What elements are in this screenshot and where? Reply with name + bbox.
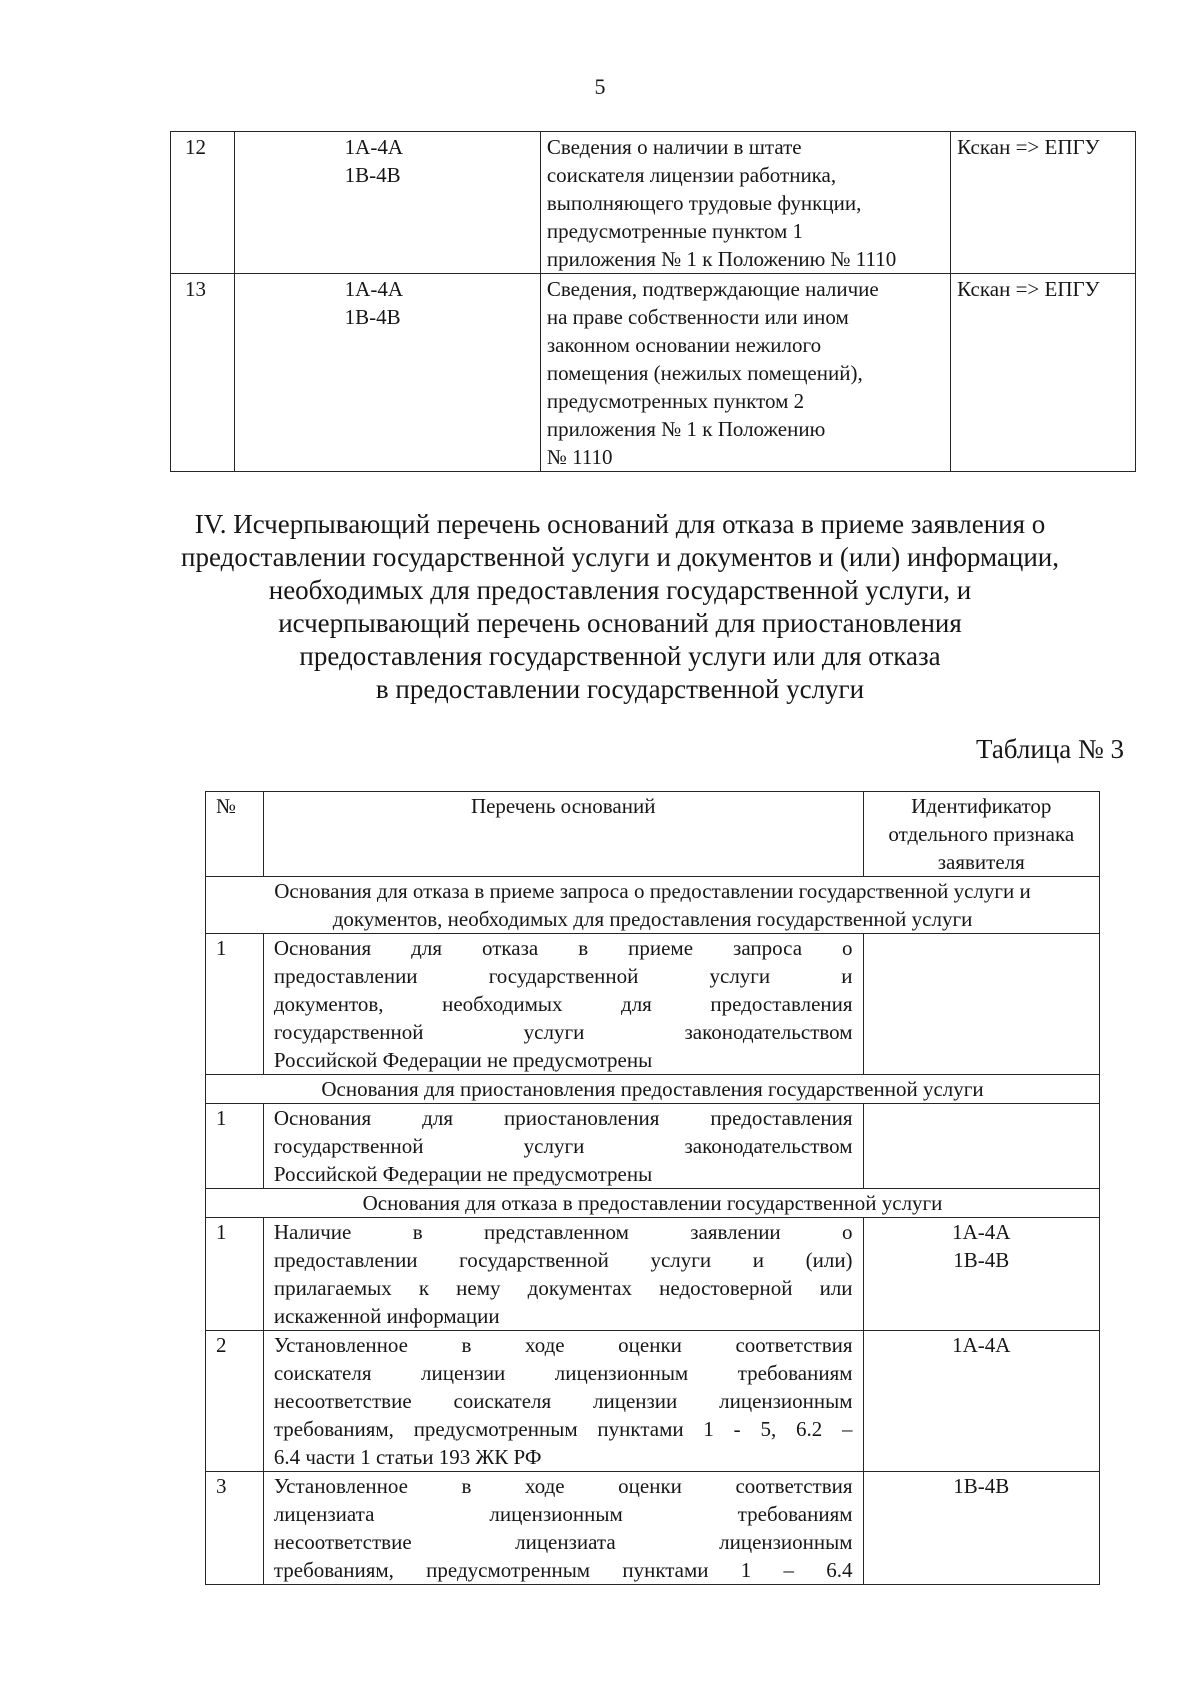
text-line: лицензиата лицензионным требованиям [273, 1502, 853, 1526]
code-line: 1А-4А [344, 135, 403, 159]
text-line: Сведения о наличии в штате [546, 135, 802, 159]
text-line: предоставлении государственной услуги и [273, 964, 853, 988]
row-number: 12 [171, 132, 235, 274]
header-line: Идентификатор [911, 794, 1052, 818]
row-text [263, 1472, 863, 1585]
row-number: 1 [206, 1218, 264, 1331]
text-line: Основания для отказа в приеме запроса о [273, 936, 853, 960]
row-text [263, 934, 863, 1075]
table-caption: Таблица № 3 [976, 734, 1124, 764]
subheader-row [206, 1189, 1100, 1218]
table-row [171, 274, 1136, 472]
id-line: 1В-4В [953, 1474, 1010, 1498]
header-line: заявителя [937, 850, 1025, 874]
row-text [263, 1218, 863, 1331]
text-line: прилагаемых к нему документах недостоверной или [273, 1276, 853, 1300]
row-codes [234, 132, 540, 274]
text-line: государственной услуги законодательством [273, 1134, 853, 1158]
subheader-row [206, 1075, 1100, 1104]
table-row [171, 132, 1136, 274]
code-line: 1В-4В [344, 305, 401, 329]
grounds-table [205, 791, 1100, 1585]
row-identifier [863, 1218, 1099, 1331]
heading-line: предоставления государственной услуги или для отказа [299, 641, 941, 671]
subheader-row [206, 877, 1100, 934]
text-line: приложения № 1 к Положению № 1110 [546, 247, 897, 271]
header-title: Перечень оснований [263, 792, 863, 877]
section-heading [150, 508, 1090, 706]
text-line: предоставлении государственной услуги и (или) [273, 1248, 853, 1272]
subheader-refusal-acceptance [206, 877, 1100, 934]
text-line: приложения № 1 к Положению [546, 417, 826, 441]
text-line: № 1110 [546, 445, 613, 469]
text-line: требованиям, предусмотренным пунктами 1 - 5, 6.2 – [273, 1417, 853, 1441]
text-line: требованиям, предусмотренным пунктами 1 – 6.4 [273, 1558, 853, 1582]
row-text [263, 1331, 863, 1472]
heading-line: в предоставлении государственной услуги [375, 674, 865, 704]
table-row [206, 1218, 1100, 1331]
text-line: государственной услуги законодательством [273, 1020, 853, 1044]
row-identifier [863, 1104, 1099, 1189]
subheader-line: Основания для отказа в предоставлении государственной услуги [362, 1191, 943, 1215]
text-line: Основания для приостановления предоставления [273, 1106, 853, 1130]
row-identifier [863, 1472, 1099, 1585]
subheader-suspension [206, 1075, 1100, 1104]
text-line: Российской Федерации не предусмотрены [273, 1048, 653, 1072]
id-line: 1В-4В [953, 1248, 1010, 1272]
row-description [540, 274, 950, 472]
row-identifier [863, 1331, 1099, 1472]
row-number: 1 [206, 934, 264, 1075]
table-row [206, 1104, 1100, 1189]
heading-line: предоставлении государственной услуги и документов и (или) информации, [181, 542, 1059, 572]
page-number: 5 [594, 74, 606, 99]
table-row [206, 1472, 1100, 1585]
text-line: предусмотренные пунктом 1 [546, 219, 803, 243]
row-route: Кскан => ЕПГУ [951, 274, 1136, 472]
text-line: законном основании нежилого [546, 333, 822, 357]
top-table [170, 131, 1136, 472]
subheader-refusal-provision [206, 1189, 1100, 1218]
code-line: 1А-4А [344, 277, 403, 301]
row-number: 13 [171, 274, 235, 472]
id-line: 1А-4А [952, 1220, 1011, 1244]
heading-line: IV. Исчерпывающий перечень оснований для отказа в приеме заявления о [194, 509, 1046, 539]
subheader-line: документов, необходимых для предоставления государственной услуги [332, 907, 973, 931]
row-text [263, 1104, 863, 1189]
text-line: Наличие в представленном заявлении о [273, 1220, 853, 1244]
header-number: № [206, 792, 264, 877]
subheader-line: Основания для приостановления предоставления государственной услуги [321, 1077, 984, 1101]
row-identifier [863, 934, 1099, 1075]
text-line: документов, необходимых для предоставления [273, 992, 853, 1016]
heading-line: исчерпывающий перечень оснований для приостановления [278, 608, 962, 638]
text-line: несоответствие лицензиата лицензионным [273, 1530, 853, 1554]
text-line: Установленное в ходе оценки соответствия [273, 1333, 853, 1357]
text-line: 6.4 части 1 статьи 193 ЖК РФ [273, 1445, 542, 1469]
text-line: соискателя лицензии работника, [546, 163, 837, 187]
table-row [206, 934, 1100, 1075]
row-description [540, 132, 950, 274]
text-line: Установленное в ходе оценки соответствия [273, 1474, 853, 1498]
row-number: 1 [206, 1104, 264, 1189]
id-line: 1А-4А [952, 1333, 1011, 1357]
text-line: Российской Федерации не предусмотрены [273, 1162, 653, 1186]
row-number: 3 [206, 1472, 264, 1585]
text-line: искаженной информации [273, 1304, 500, 1328]
row-route: Кскан => ЕПГУ [951, 132, 1136, 274]
text-line: соискателя лицензии лицензионным требованиям [273, 1361, 853, 1385]
text-line: Сведения, подтверждающие наличие [546, 277, 879, 301]
table-row [206, 1331, 1100, 1472]
header-line: отдельного признака [888, 822, 1075, 846]
header-row [206, 792, 1100, 877]
text-line: предусмотренных пунктом 2 [546, 389, 805, 413]
row-number: 2 [206, 1331, 264, 1472]
header-identifier [863, 792, 1099, 877]
text-line: выполняющего трудовые функции, [546, 191, 862, 215]
text-line: несоответствие соискателя лицензии лицензионным [273, 1389, 853, 1413]
heading-line: необходимых для предоставления государственной услуги, и [268, 575, 972, 605]
text-line: помещения (нежилых помещений), [546, 361, 863, 385]
row-codes [234, 274, 540, 472]
code-line: 1В-4В [344, 163, 401, 187]
subheader-line: Основания для отказа в приеме запроса о предоставлении государственной услуги и [274, 879, 1031, 903]
text-line: на праве собственности или ином [546, 305, 849, 329]
